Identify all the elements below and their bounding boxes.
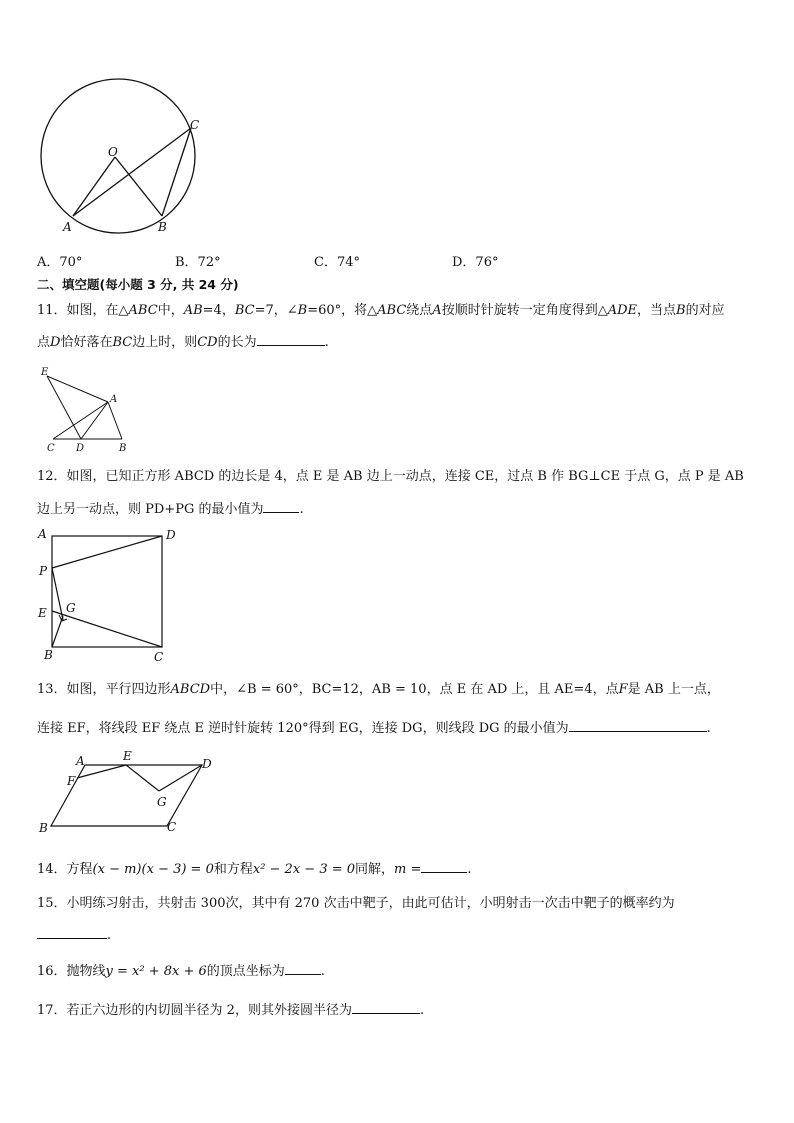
label-f: F — [67, 774, 76, 788]
label-e: E — [123, 749, 132, 763]
label-c: C — [47, 443, 55, 454]
q15-line1: 15．小明练习射击，共射击 300次，其中有 270 次击中靶子，由此可估计，小明射击一次击中靶子的概率约为 — [37, 896, 675, 911]
label-b: B — [158, 220, 167, 234]
q13-line1: 13．如图，平行四边形ABCD中，∠B = 60°，BC=12，AB = 10，点 E 在 AD 上，且 AE=4，点F是 AB 上一点， — [37, 682, 720, 697]
circle — [41, 79, 195, 233]
q13-line2: 连接 EF，将线段 EF 绕点 E 逆时针旋转 120°得到 EG，连接 DG，则线段 DG 的最小值为 . — [37, 721, 711, 736]
label-b: B — [44, 648, 53, 662]
q15-answer-blank[interactable] — [37, 926, 107, 939]
label-a: A — [38, 527, 47, 541]
q11-line2: 点D恰好落在BC边上时，则CD的长为 . — [37, 335, 329, 350]
label-d: D — [202, 757, 212, 771]
label-c: C — [167, 820, 177, 834]
option-b: B．72° — [175, 255, 221, 270]
q17-line: 17．若正六边形的内切圆半径为 2，则其外接圆半径为 . — [37, 1003, 425, 1018]
label-c: C — [190, 118, 200, 132]
label-g: G — [66, 601, 76, 615]
q16-answer-blank[interactable] — [285, 962, 321, 975]
label-a: A — [63, 220, 72, 234]
option-c: C．74° — [314, 255, 360, 270]
q17-answer-blank[interactable] — [352, 1001, 420, 1014]
label-e: E — [38, 606, 47, 620]
section-heading: 二、填空题(每小题 3 分, 共 24 分) — [37, 277, 239, 292]
label-d: D — [166, 528, 176, 542]
q11-answer-blank[interactable] — [257, 333, 325, 346]
label-d: D — [76, 443, 85, 454]
segment-ob — [115, 157, 162, 216]
label-b: B — [119, 443, 127, 454]
option-d: D．76° — [452, 255, 499, 270]
parallelogram-figure — [35, 745, 225, 840]
q13-answer-blank[interactable] — [569, 719, 707, 732]
label-a: A — [110, 394, 118, 405]
q12-line1: 12．如图，已知正方形 ABCD 的边长是 4，点 E 是 AB 边上一动点，连接 CE，过点 B 作 BG⊥CE 于点 G，点 P 是 AB — [37, 469, 744, 484]
q12-line2: 边上另一动点，则 PD+PG 的最小值为 . — [37, 502, 304, 517]
label-p: P — [39, 564, 48, 578]
segment-bc — [162, 128, 191, 216]
circle-figure — [30, 80, 210, 240]
q15-line2: . — [37, 926, 111, 944]
segment-oa — [73, 157, 115, 216]
triangle-figure — [38, 365, 138, 455]
label-g: G — [157, 795, 167, 809]
q11-line1: 11．如图，在△ABC中，AB=4，BC=7，∠B=60°，将△ABC绕点A按顺时针旋转一定角度得到△ADE，当点B的对应 — [37, 303, 725, 318]
q14-answer-blank[interactable] — [421, 860, 467, 873]
label-b: B — [39, 821, 48, 835]
q12-answer-blank[interactable] — [263, 500, 299, 513]
label-e: E — [41, 367, 49, 378]
label-c: C — [154, 650, 164, 664]
q14-line: 14．方程(x − m)(x − 3) = 0和方程x² − 2x − 3 = 0同解，m = . — [37, 862, 472, 877]
q16-line: 16．抛物线y = x² + 8x + 6的顶点坐标为 . — [37, 964, 325, 979]
segment-ac — [73, 128, 191, 216]
square-figure — [30, 525, 190, 665]
option-a: A．70° — [37, 255, 83, 270]
label-a: A — [76, 754, 85, 768]
label-o: O — [108, 145, 118, 159]
